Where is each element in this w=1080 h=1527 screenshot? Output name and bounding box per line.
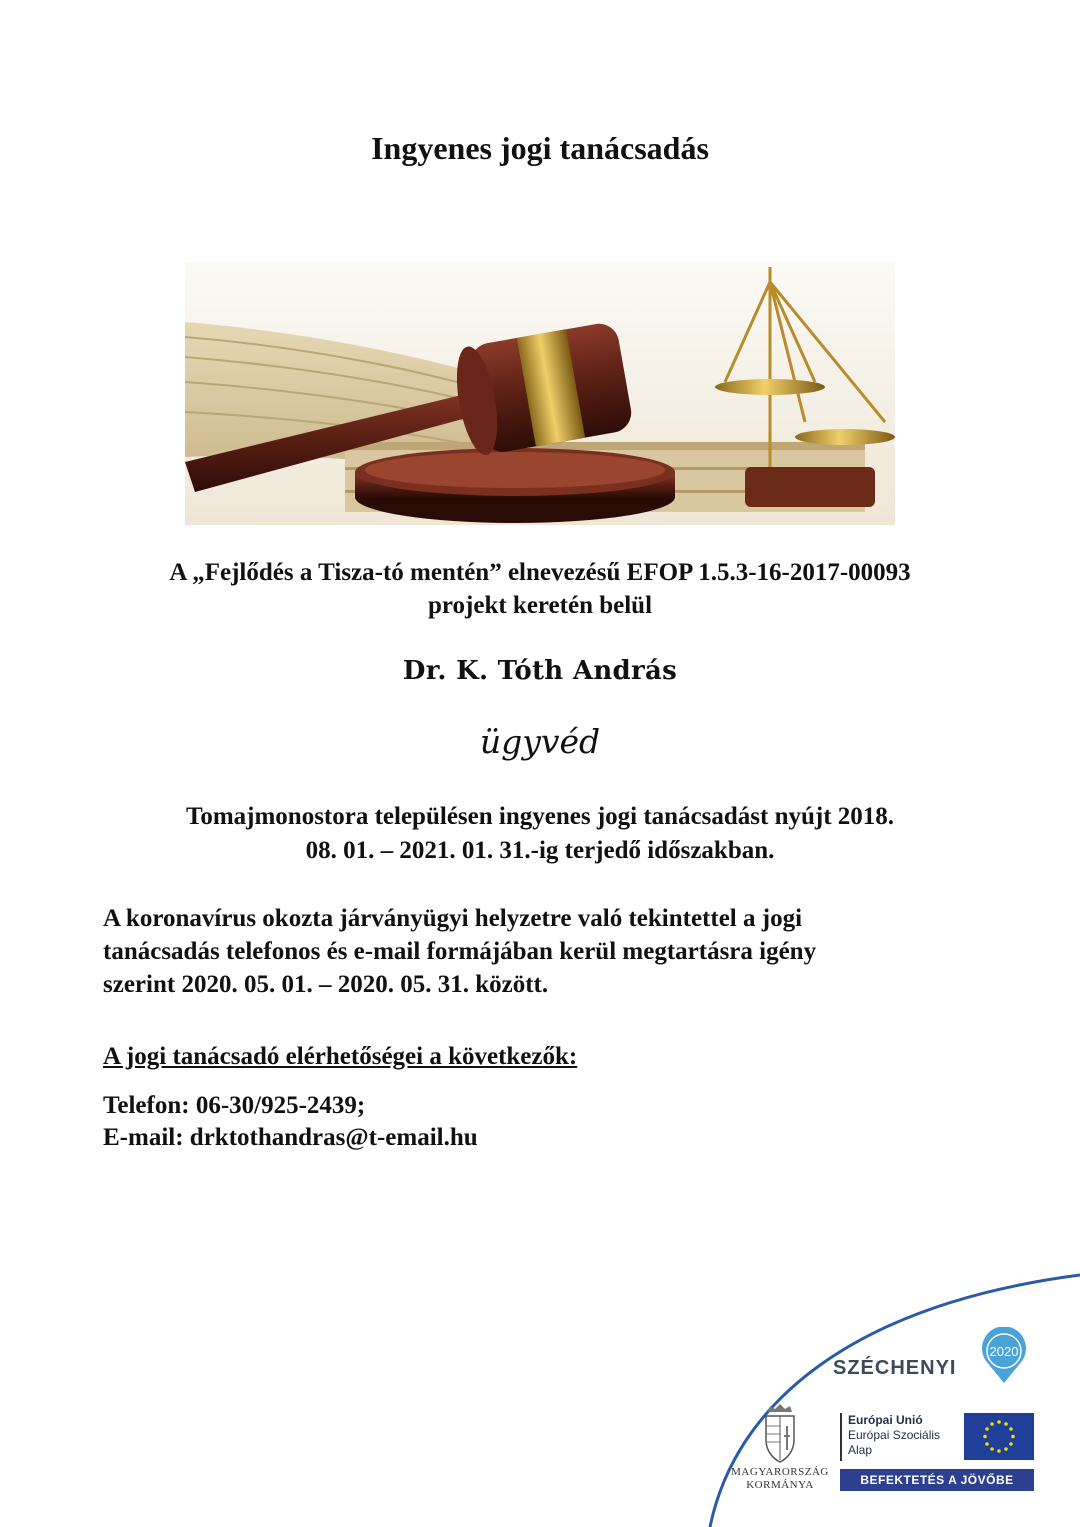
- eu-line-3: Alap: [848, 1443, 873, 1457]
- email-contact[interactable]: E-mail: drktothandras@t-email.hu: [103, 1124, 478, 1151]
- government-label: [725, 1466, 835, 1492]
- covid-line-2: tanácsadás telefonos és e-mail formájában kerül megtartásra igény: [103, 938, 817, 965]
- contacts-heading: A jogi tanácsadó elérhetőségei a következők:: [103, 1043, 578, 1070]
- government-line-1: MAGYARORSZÁG: [731, 1466, 829, 1478]
- lawyer-name: Dr. K. Tóth András: [402, 656, 678, 686]
- covid-line-3: szerint 2020. 05. 01. – 2020. 05. 31. között.: [103, 971, 549, 998]
- phone-contact[interactable]: Telefon: 06-30/925-2439;: [103, 1092, 366, 1119]
- service-line-2: 08. 01. – 2021. 01. 31.-ig terjedő időszakban.: [305, 837, 775, 864]
- government-line-2: KORMÁNYA: [746, 1479, 814, 1491]
- invest-future-banner: BEFEKTETÉS A JÖVŐBE: [840, 1469, 1034, 1491]
- szechenyi-year: 2020: [989, 1344, 1019, 1359]
- eu-flag-icon: [964, 1413, 1034, 1460]
- lawyer-role: ügyvéd: [479, 722, 601, 761]
- eu-line-2: Európai Szociális: [848, 1428, 941, 1442]
- covid-line-1: A koronavírus okozta járványügyi helyzetre való tekintettel a jogi: [103, 905, 803, 932]
- service-line-1: Tomajmonostora településen ingyenes jogi tanácsadást nyújt 2018.: [185, 803, 895, 830]
- project-paragraph: [0, 556, 1080, 622]
- coat-of-arms-icon: [760, 1402, 800, 1464]
- szechenyi-logo-text: SZÉCHENYI: [833, 1357, 957, 1379]
- covid-paragraph: [103, 902, 963, 1001]
- service-paragraph: [0, 800, 1080, 868]
- project-line-1: A „Fejlődés a Tisza-tó mentén” elnevezésű EFOP 1.5.3-16-2017-00093: [169, 559, 911, 586]
- eu-line-1: Európai Unió: [848, 1413, 923, 1427]
- gavel-scales-illustration: [185, 262, 895, 525]
- szechenyi-2020-pin-icon: [978, 1327, 1030, 1385]
- project-line-2: projekt keretén belül: [427, 592, 653, 619]
- eu-fund-label: [840, 1413, 963, 1461]
- page-title: Ingyenes jogi tanácsadás: [371, 130, 709, 166]
